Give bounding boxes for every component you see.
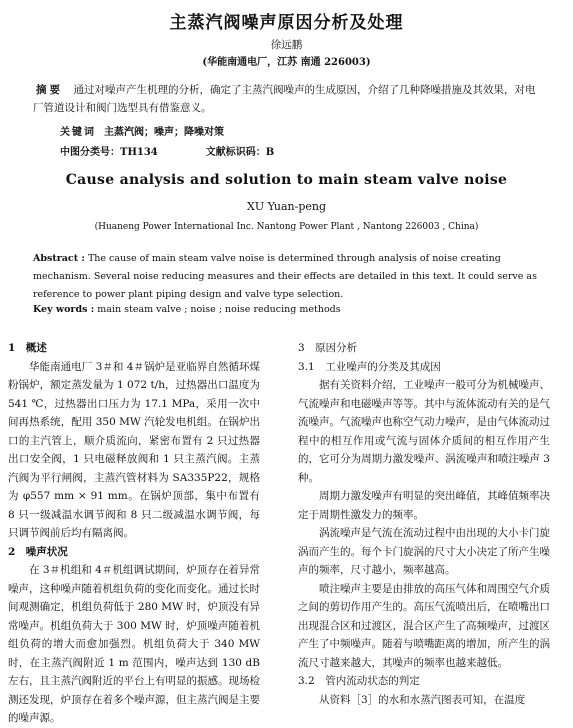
section-3-1-paragraph-3: 涡流噪声是气流在流动过程中由出现的大小卡门旋涡而产生的。每个卡门旋涡的尺寸大小决定了所产生噪声的频率，尺寸越小，频率越高。 — [298, 527, 550, 576]
abstract-cn — [33, 81, 545, 117]
paper-title: 主蒸汽阀噪声原因分析及处理 — [169, 13, 404, 33]
section-3-1-heading: 3.1 工业噪声的分类及其成因 — [298, 360, 441, 373]
document-code: 文献标识码：B — [205, 147, 275, 158]
classification-line — [60, 143, 274, 158]
keywords-cn-text: 主蒸汽阀；噪声；降噪对策 — [104, 127, 224, 138]
english-author: XU Yuan-peng — [246, 200, 327, 213]
keywords-en — [33, 304, 341, 315]
abstract-cn-label: 摘要 — [36, 84, 63, 96]
section-3-1-paragraph-2: 周期力激发噪声有明显的突出峰值，其峰值频率决定于周期性激发力的频率。 — [298, 490, 550, 521]
right-column — [298, 339, 550, 709]
abstract-en-label: Abstract : — [33, 253, 85, 264]
author-affiliation: (华能南通电厂，江苏 南通 226003) — [202, 57, 371, 68]
keywords-en-label: Key words : — [33, 304, 95, 315]
clc-number: 中图分类号：TH134 — [60, 147, 158, 158]
section-3-heading: 3 原因分析 — [298, 342, 358, 354]
english-affiliation: (Huaneng Power International Inc. Nantong Power Plant , Nantong 226003 , China) — [94, 222, 479, 232]
section-3-1-paragraph-4: 喷注噪声主要是由排放的高压气体和周围空气介质之间的剪切作用产生的。高压气流喷出后，在喷嘴出口出现混合区和过渡区，混合区产生了高频噪声，过渡区产生了中频噪声。随着与喷嘴距离的增加，所产生的涡流尺寸越来越大，其噪声的频率也越来越低。 — [298, 582, 550, 669]
keywords-en-text: main steam valve ; noise ; noise reducing methods — [97, 304, 341, 315]
section-3-2-paragraph: 从资料［3］的水和水蒸汽图表可知，在温度 — [319, 693, 526, 706]
english-title: Cause analysis and solution to main steam valve noise — [65, 172, 508, 188]
section-2-paragraph: 在 3＃机组和 4＃机组调试期间，炉顶存在着异常噪声，这种噪声随着机组负荷的变化而变化。通过长时间观测确定，机组负荷低于 280 MW 时，炉顶没有异常噪声。机组负荷大于 300 MW 时，炉顶噪声随着机组负荷的增大而愈加强烈。机组负荷大于 340 MW 时，在主蒸汽阀附近 1 m 范围内，噪声达到 130 dB 左右，且主蒸汽阀附近的平台上有明显的振感。现场检测还发现，炉顶存在着多个噪声源，但主蒸汽阀是主要的噪声源。 — [8, 564, 260, 724]
author-name: 徐远鹏 — [270, 39, 303, 51]
section-2-heading: 2 噪声状况 — [8, 545, 68, 558]
keywords-cn — [60, 123, 224, 138]
left-column — [8, 339, 260, 728]
section-1-heading: 1 概述 — [8, 342, 47, 354]
keywords-cn-label: 关键词 — [60, 127, 96, 138]
abstract-en — [33, 250, 543, 304]
section-3-1-paragraph-1: 据有关资料介绍，工业噪声一般可分为机械噪声、气流噪声和电磁噪声等等。其中与流体流动有关的是气流噪声。气流噪声也称空气动力噪声，是由气体流动过程中的相互作用或气流与固体介质间的相互作用产生的，它可分为周期力激发噪声、涡流噪声和喷注噪声 3 种。 — [298, 379, 550, 484]
section-1-paragraph: 华能南通电厂 3＃和 4＃锅炉是亚临界自然循环煤粉锅炉，额定蒸发量为 1 072 t/h，过热器出口温度为 541 ℃，过热器出口压力为 17.1 MPa，采用一次中间再热系统，配用 350 MW 汽轮发电机组。在锅炉出口的主汽管上，顺介质流向，紧密布置有 2 只过热器出口安全阀，1 只电磁释放阀和 1 只主蒸汽阀。主蒸汽阀为平行闸阀，主蒸汽管材料为 SA335P22，规格为 φ557 mm × 91 mm。在锅炉顶部，集中布置有 8 只一级减温水调节阀和 8 只二级减温水调节阀，每只调节阀前后均有隔离阀。 — [8, 360, 260, 539]
abstract-cn-text: 通过对噪声产生机理的分析，确定了主蒸汽阀噪声的生成原因，介绍了几种降噪措施及其效果，对电厂管道设计和阀门选型具有借鉴意义。 — [33, 84, 536, 114]
abstract-en-text: The cause of main steam valve noise is determined through analysis of noise creating mechanism. Several noise reducing measures and their effects are detailed in this text. It could serve as reference to power plant piping design and valve type selection. — [33, 253, 537, 300]
section-3-2-heading: 3.2 管内流动状态的判定 — [298, 675, 420, 687]
